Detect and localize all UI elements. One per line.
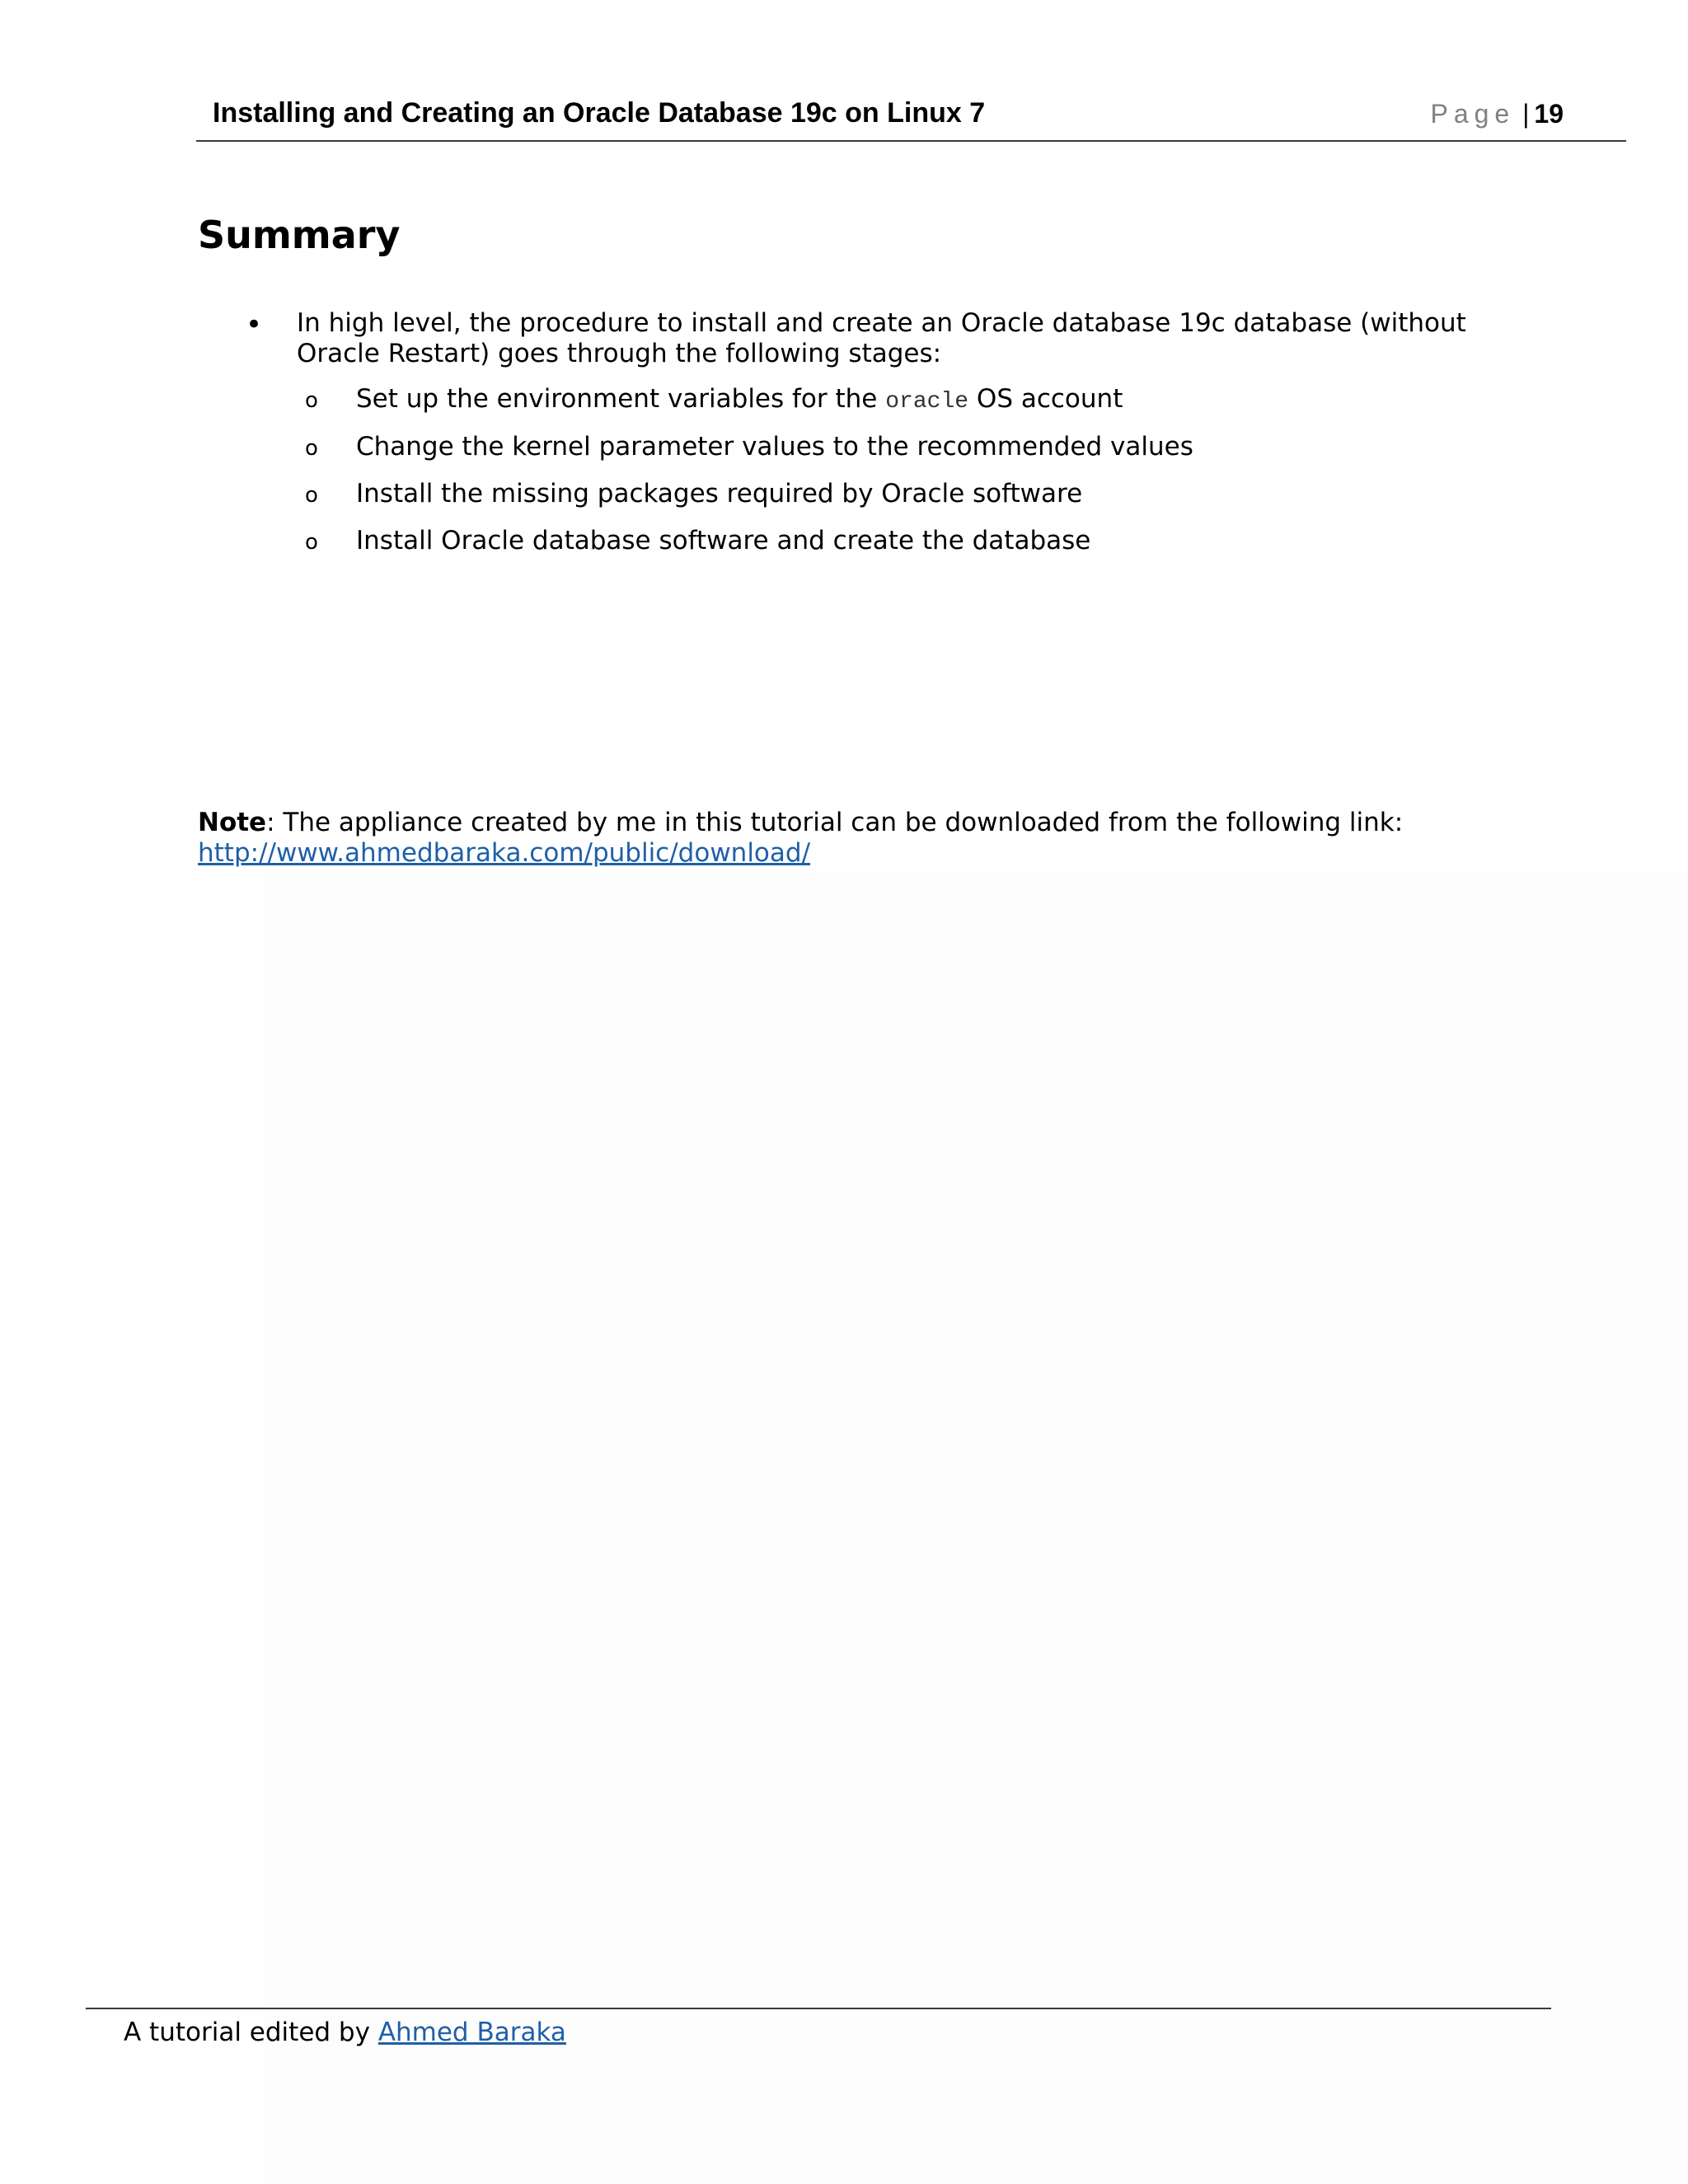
note-text: : The appliance created by me in this tutorial can be downloaded from the following link: (266, 808, 1404, 837)
summary-intro: In high level, the procedure to install and create an Oracle database 19c database (without Oracle Restart) goes through the following stages: (297, 308, 1466, 368)
document-title: Installing and Creating an Oracle Database 19c on Linux 7 (213, 97, 986, 129)
page-number: 19 (1534, 99, 1564, 129)
bullet-marker: • (246, 308, 263, 341)
page-separator: | (1522, 99, 1530, 129)
download-link[interactable]: http://www.ahmedbaraka.com/public/download/ (198, 838, 811, 868)
stage-text-after: OS account (968, 384, 1123, 414)
stage-text-before: Set up the environment variables for the (356, 384, 886, 414)
footer-divider (86, 2008, 1551, 2009)
stage-item-1 (305, 384, 1123, 415)
stage-item-2 (305, 432, 1193, 462)
author-link[interactable]: Ahmed Baraka (377, 2018, 566, 2047)
sub-bullet-marker: o (305, 483, 318, 508)
stage-item-3 (305, 479, 1082, 509)
stage-text: Install the missing packages required by Oracle software (356, 479, 1083, 509)
note-label: Note (198, 808, 267, 837)
page-word: Page (1430, 99, 1516, 129)
footer-text: A tutorial edited by (124, 2018, 378, 2047)
stage-text: Install Oracle database software and create the database (356, 526, 1091, 555)
stage-text: Change the kernel parameter values to the recommended values (356, 432, 1193, 462)
page-background (264, 874, 1688, 2184)
code-oracle: oracle (885, 389, 969, 415)
section-heading: Summary (198, 213, 401, 257)
page-indicator (1430, 99, 1564, 129)
stage-item-4 (305, 526, 1090, 555)
note-paragraph (198, 808, 1403, 869)
sub-bullet-marker: o (305, 388, 318, 413)
sub-bullet-marker: o (305, 436, 318, 461)
sub-bullet-marker: o (305, 530, 318, 555)
page-footer (124, 2018, 566, 2047)
page-header (196, 92, 1626, 142)
